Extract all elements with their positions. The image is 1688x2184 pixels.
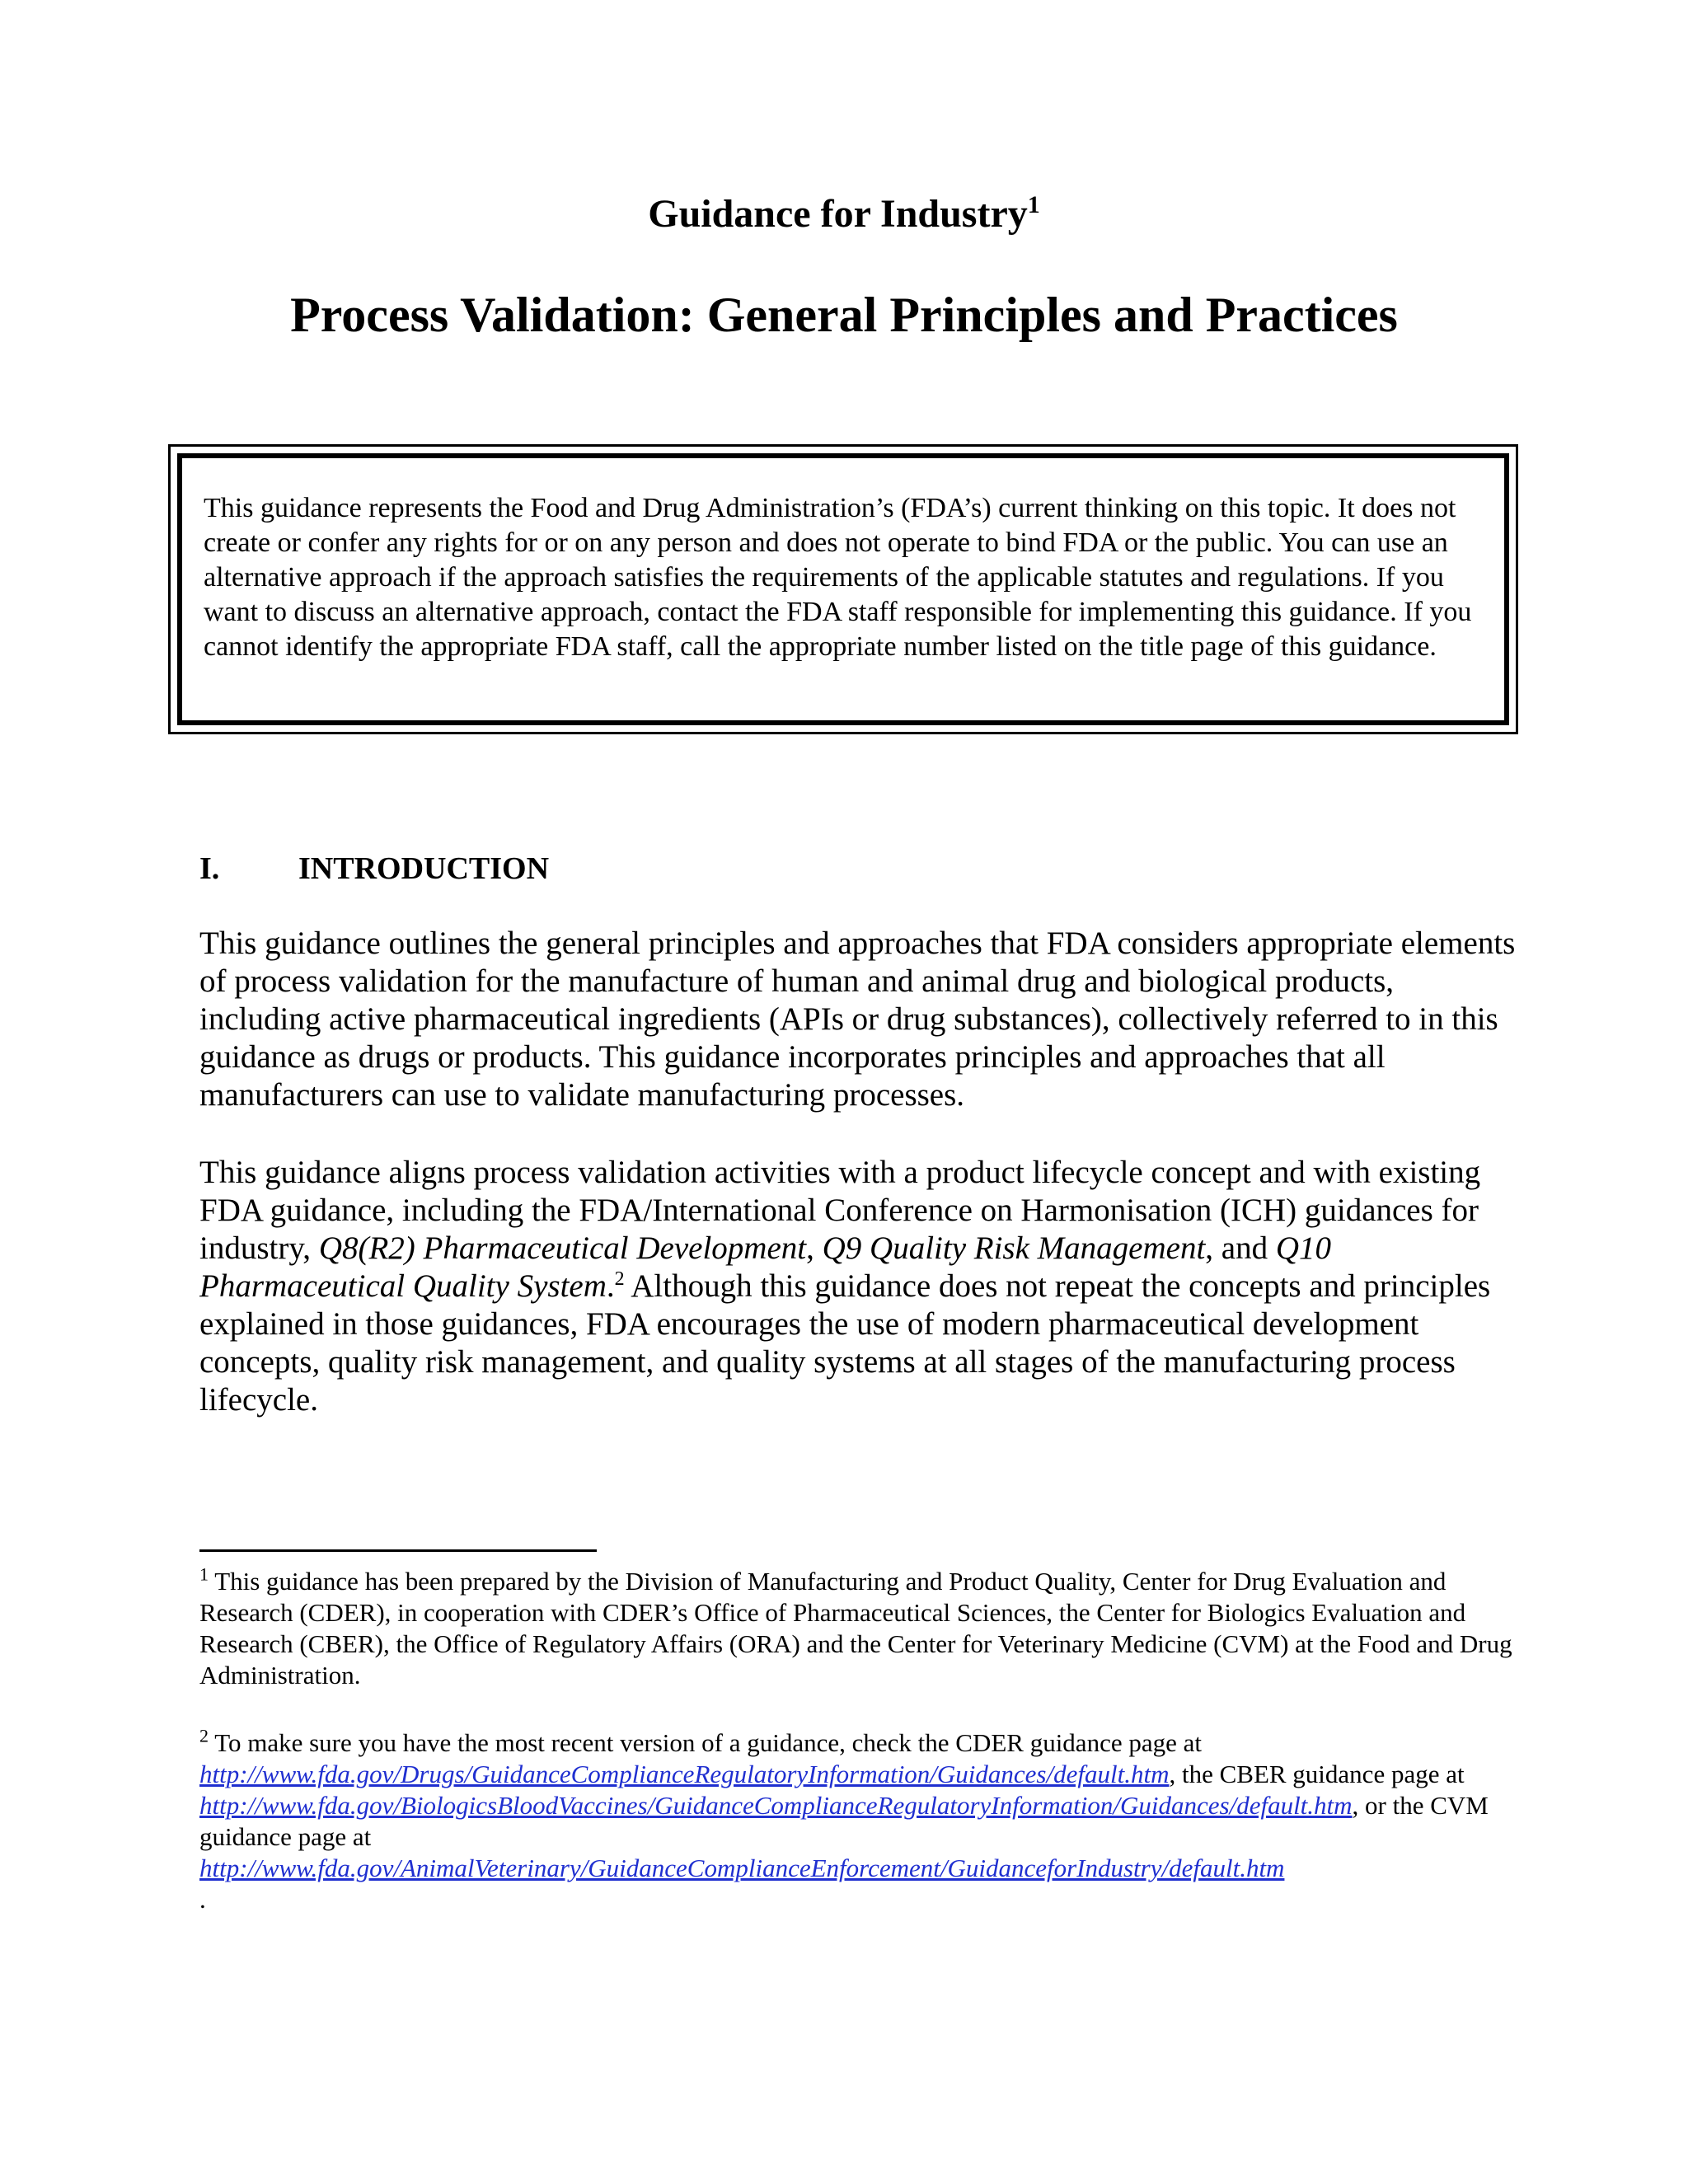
footnote-text: , the CBER guidance page at [1169, 1760, 1465, 1788]
document-title [0, 190, 1688, 239]
notice-text: This guidance represents the Food and Drug Administration’s (FDA’s) current thinking on this topic. It does not create or confer any rights for or on any person and does not operate to bind FDA or the public. You can use an alternative approach if the approach satisfies the requirements of the applicable statutes and regulations. If you want to discuss an alternative approach, contact the FDA staff responsible for implementing this guidance. If you cannot identify the appropriate FDA staff, call the appropriate number listed on the title page of this guidance. [204, 493, 1472, 662]
cvm-guidance-link[interactable]: http://www.fda.gov/AnimalVeterinary/GuidanceComplianceEnforcement/GuidanceforIndustry/default.htm [199, 1854, 1285, 1882]
footnote-2 [199, 1727, 1518, 1915]
section-heading: INTRODUCTION [298, 851, 550, 886]
para2-separator: . [606, 1268, 615, 1304]
guidance-title-q8: Q8(R2) Pharmaceutical Development [318, 1230, 807, 1266]
document-subtitle: Process Validation: General Principles and Practices [290, 288, 1398, 342]
footnote-mark: 2 [199, 1725, 209, 1746]
guidance-title-q10: Q10 Pharmaceutical Quality System [199, 1230, 1332, 1304]
intro-paragraph-1: This guidance outlines the general principles and approaches that FDA considers appropriate elements of process validation for the manufacture of human and animal drug and biological products, including active pharmaceutical ingredients (APIs or drug substances), collectively referred to in this guidance as drugs or products. This guidance incorporates principles and approaches that all manufacturers can use to validate manufacturing processes. [199, 926, 1516, 1113]
cder-guidance-link[interactable]: http://www.fda.gov/Drugs/GuidanceComplianceRegulatoryInformation/Guidances/default.htm [199, 1760, 1170, 1788]
footnote-ref-2[interactable]: 2 [614, 1268, 625, 1290]
footnote-ref-1[interactable]: 1 [1027, 191, 1040, 218]
intro-paragraph-2 [199, 1154, 1518, 1419]
para2-separator: , [806, 1230, 823, 1266]
para2-separator: , and [1205, 1230, 1276, 1266]
section-number: I. [199, 851, 220, 886]
cber-guidance-link[interactable]: http://www.fda.gov/BiologicsBloodVaccines/GuidanceComplianceRegulatoryInformation/Guidances/default.htm [199, 1791, 1353, 1820]
footnote-end-period: . [199, 1885, 206, 1914]
title-text: Guidance for Industry [648, 192, 1028, 236]
footnote-mark: 1 [199, 1563, 209, 1585]
footnote-text: , or the CVM guidance page at [199, 1791, 1489, 1851]
footnote-1 [199, 1563, 1518, 1691]
guidance-title-q9: Q9 Quality Risk Management [822, 1230, 1206, 1266]
para2-text-start: This guidance aligns process validation activities with a product lifecycle concept and with existing FDA guidance, including the FDA/International Conference on Harmonisation (ICH) guidances for industry, [199, 1155, 1481, 1266]
footnote-divider [199, 1549, 597, 1552]
footnote-text: To make sure you have the most recent version of a guidance, check the CDER guidance page at [209, 1728, 1202, 1757]
para2-text-end: Although this guidance does not repeat the concepts and principles explained in those guidances, FDA encourages the use of modern pharmaceutical development concepts, quality risk management, and quality systems at all stages of the manufacturing process lifecycle. [199, 1268, 1491, 1418]
notice-box-border [177, 453, 1509, 725]
notice-box [168, 444, 1518, 734]
footnote-text: This guidance has been prepared by the Division of Manufacturing and Product Quality, Center for Drug Evaluation and Research (CDER), in cooperation with CDER’s Office of Pharmaceutical Sciences, the Center for Biologics Evaluation and Research (CBER), the Office of Regulatory Affairs (ORA) and the Center for Veterinary Medicine (CVM) at the Food and Drug Administration. [199, 1567, 1512, 1690]
